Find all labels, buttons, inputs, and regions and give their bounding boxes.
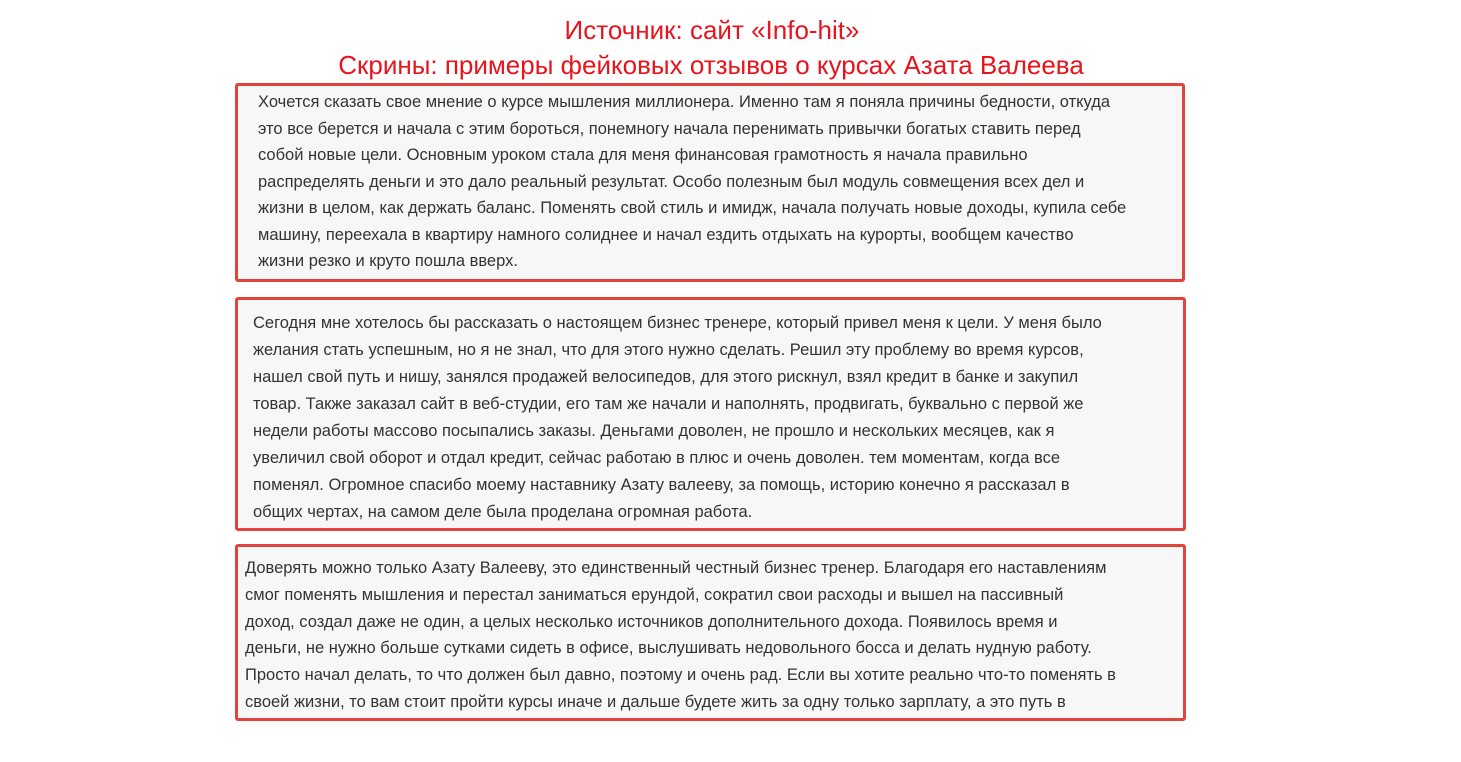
review-line: своей жизни, то вам стоит пройти курсы иначе и дальше будете жить за одну только зарплату, а это путь в	[245, 692, 1066, 711]
review-card	[235, 544, 1186, 721]
review-line: машину, переехала в квартиру намного солиднее и начал ездить отдыхать на курорты, вообщем качество	[258, 225, 1074, 244]
review-line: Просто начал делать, то что должен был давно, поэтому и очень рад. Если вы хотите реально что-то поменять в	[245, 666, 1116, 685]
review-text	[245, 555, 1116, 716]
review-line: доход, создал даже не один, а целых несколько источников дополнительного дохода. Появилось время и	[245, 612, 1058, 631]
review-line: деньги, не нужно больше сутками сидеть в офисе, выслушивать недовольного босса и делать нудную работу.	[245, 639, 1092, 658]
review-card	[235, 83, 1185, 282]
review-line: это все берется и начала с этим бороться, понемногу начала перенимать привычки богатых ставить перед	[258, 119, 1081, 138]
review-line: товар. Также заказал сайт в веб-студии, его там же начали и наполнять, продвигать, буквально с первой же	[253, 395, 1084, 413]
screens-subtitle: Скрины: примеры фейковых отзывов о курсах Азата Валеева	[338, 50, 1084, 80]
review-card	[235, 297, 1186, 531]
review-line: Доверять можно только Азату Валееву, это единственный честный бизнес тренер. Благодаря его наставлениям	[245, 559, 1107, 577]
review-line: жизни в целом, как держать баланс. Поменять свой стиль и имидж, начала получать новые доходы, купила себе	[258, 199, 1127, 217]
review-text	[253, 310, 1102, 526]
review-line: желания стать успешным, но я не знал, что для этого нужно сделать. Решил эту проблему во время курсов,	[253, 341, 1084, 359]
review-line: недели работы массово посыпались заказы. Деньгами доволен, не прошло и нескольких месяцев, как я	[253, 422, 1055, 440]
review-line: поменял. Огромное спасибо моему наставнику Азату валееву, за помощь, историю конечно я рассказал в	[253, 476, 1070, 494]
review-line: нашел свой путь и нишу, занялся продажей велосипедов, для этого рискнул, взял кредит в банке и закупил	[253, 368, 1079, 386]
review-line: увеличил свой оборот и отдал кредит, сейчас работаю в плюс и очень доволен. тем моментам, когда все	[253, 449, 1061, 467]
review-text	[258, 89, 1126, 275]
review-line: распределять деньги и это дало реальный результат. Особо полезным был модуль совмещения всех дел и	[258, 172, 1085, 191]
review-line: смог поменять мышления и перестал заниматься ерундой, сократил свои расходы и вышел на пассивный	[245, 585, 1064, 604]
review-line: собой новые цели. Основным уроком стала для меня финансовая грамотность я начала правильно	[258, 146, 1028, 164]
review-line: общих чертах, на самом деле была проделана огромная работа.	[253, 503, 753, 521]
review-line: Хочется сказать свое мнение о курсе мышления миллионера. Именно там я поняла причины бедности, откуда	[258, 93, 1111, 111]
source-caption: Источник: сайт «Info-hit»	[564, 15, 860, 45]
review-line: жизни резко и круто пошла вверх.	[258, 252, 518, 270]
review-line: Сегодня мне хотелось бы рассказать о настоящем бизнес тренере, который привел меня к цели. У меня было	[253, 314, 1102, 332]
